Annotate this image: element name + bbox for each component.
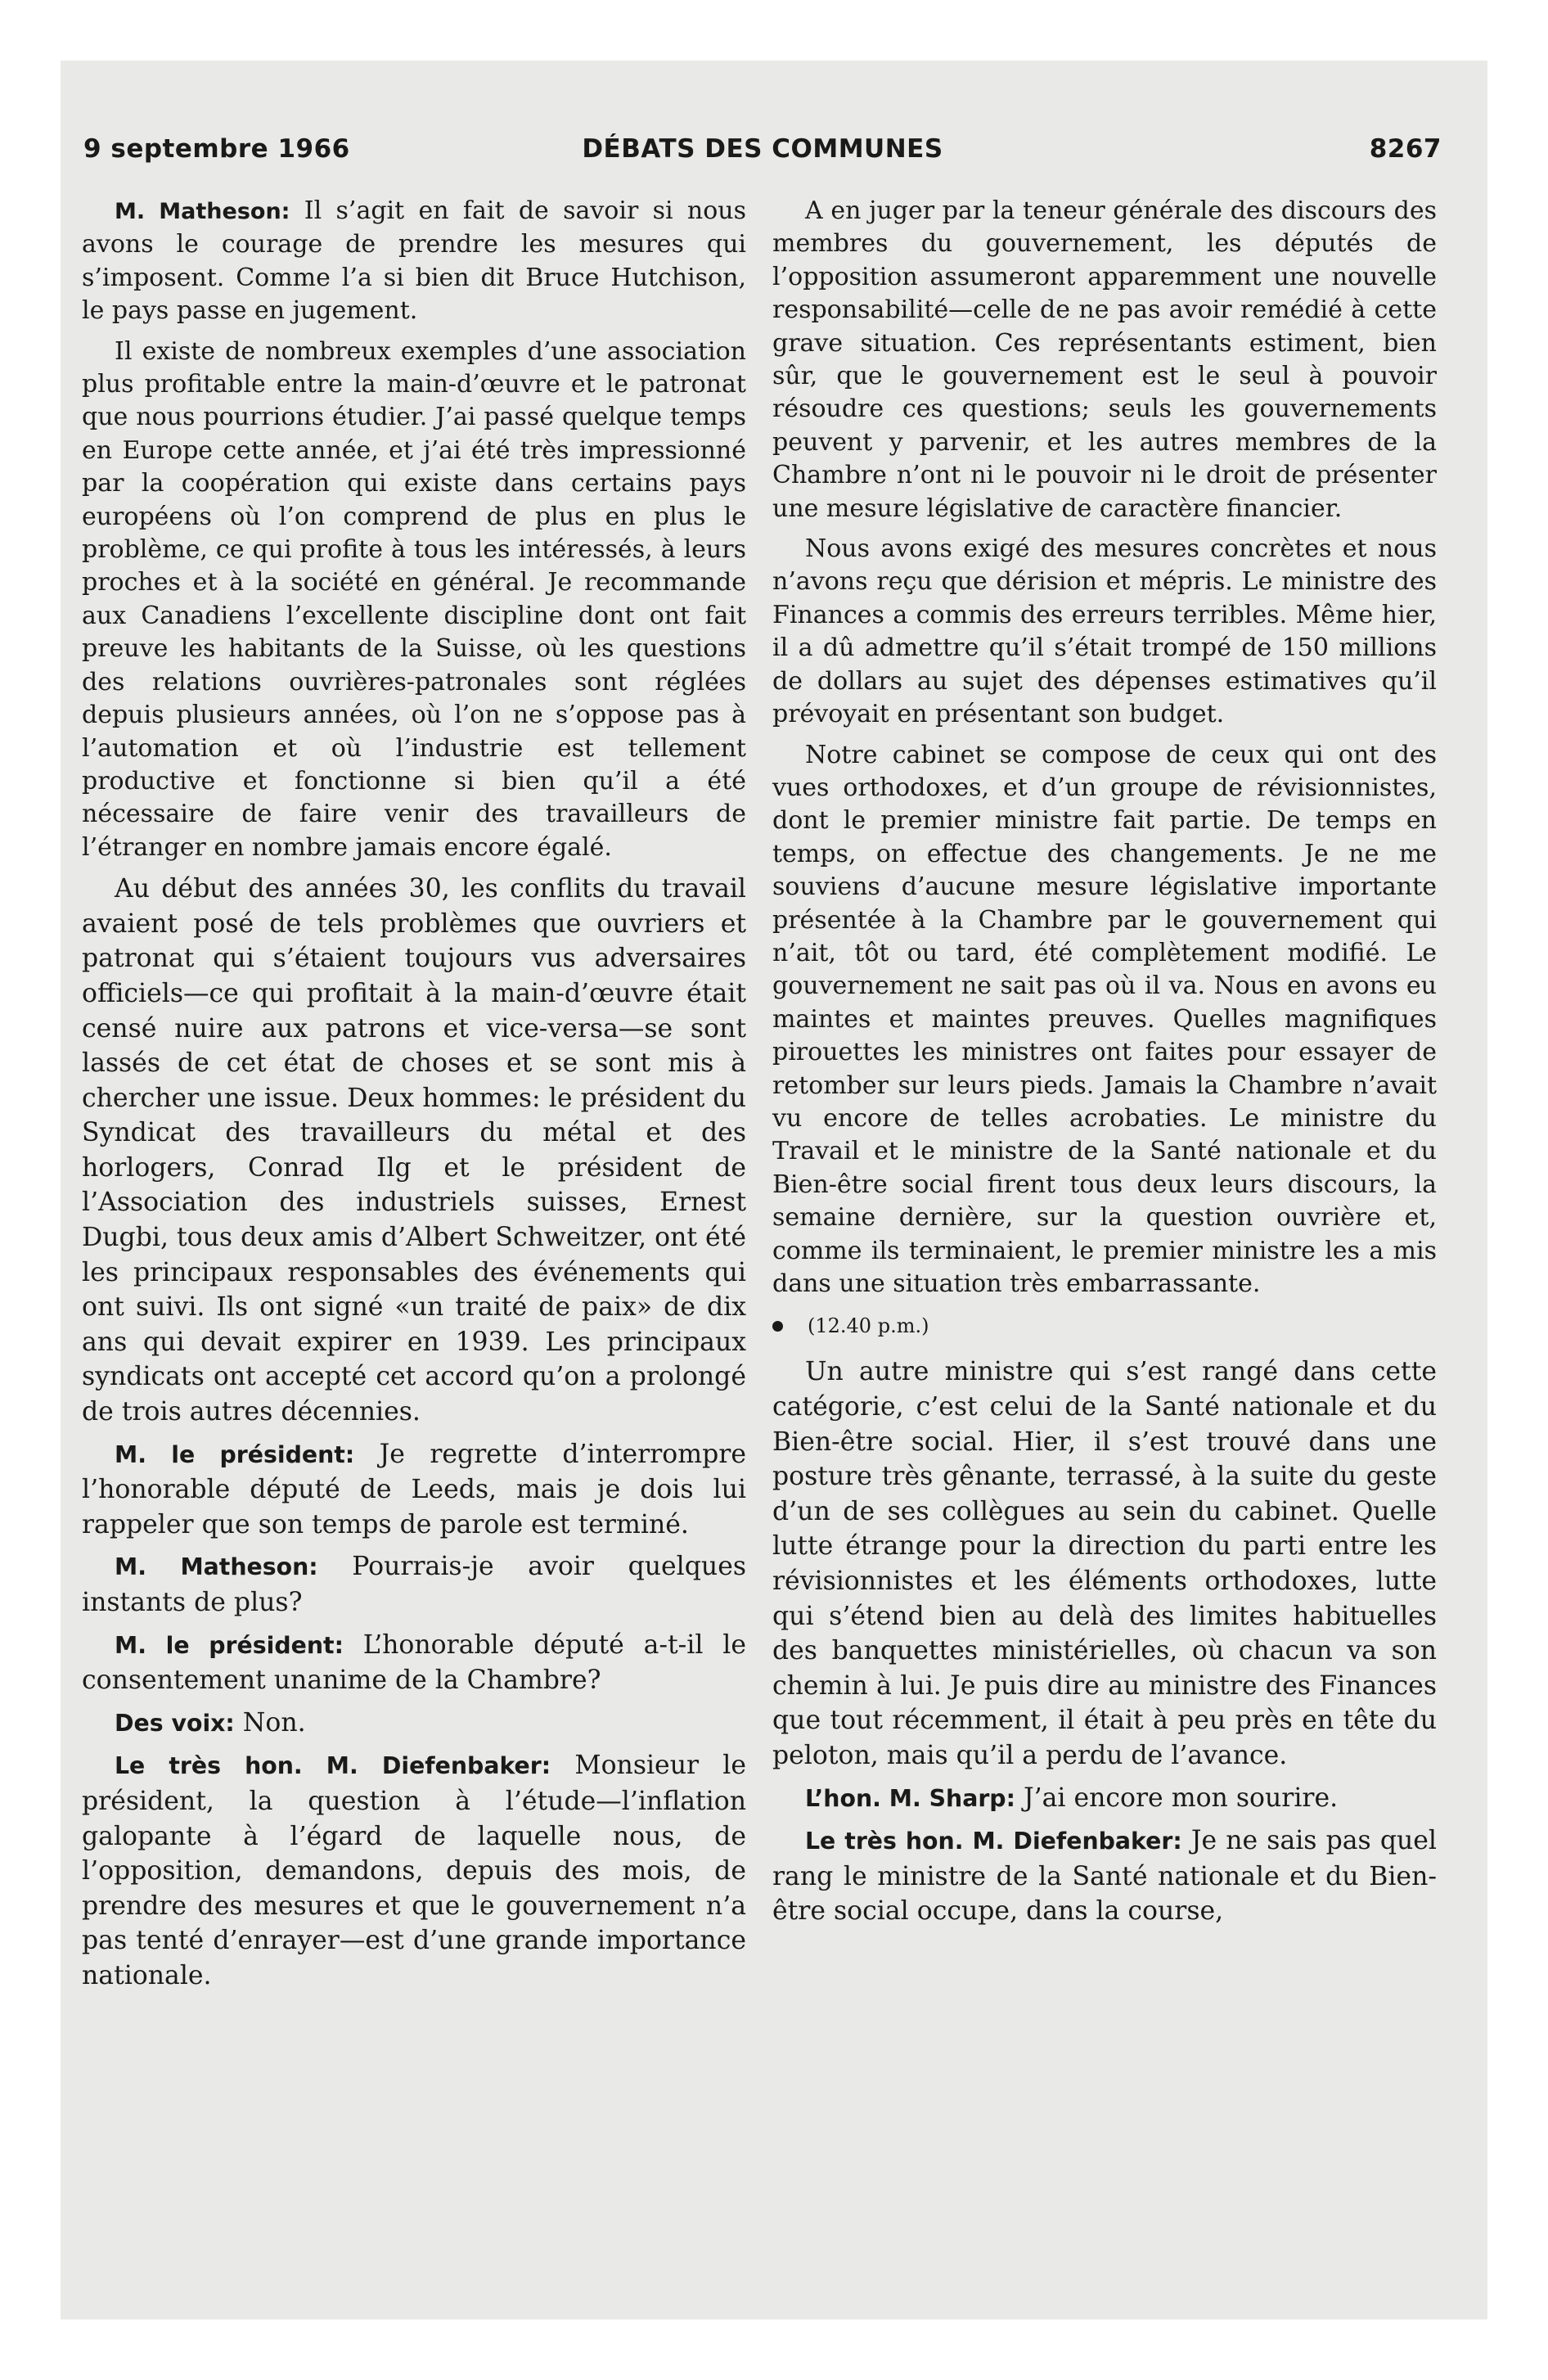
speaker-name: M. le président: <box>115 1440 355 1468</box>
page-number: 8267 <box>1369 134 1442 164</box>
speaker-name: M. Matheson: <box>115 199 290 224</box>
paragraph-text: Notre cabinet se compose de ceux qui ont des vues orthodoxes, et d’un groupe de révisionnistes, dont le premier ministre fait partie. De temps en temps, on effectue des changements. Je ne me souviens d’aucune mesure législative importante présentée à la Chambre par le gouvernement qui n’ait, tôt ou tard, été complètement modifié. Le gouvernement ne sait pas où il va. Nous en avons eu maintes et maintes preuves. Quelles magnifiques pirouettes les ministres ont faites pour essayer de retomber sur leurs pieds. Jamais la Chambre n’avait vu encore de telles acrobaties. Le ministre du Travail et le ministre de la Santé nationale et du Bien-être social firent tous deux leurs discours, la semaine dernière, sur la question ouvrière et, comme ils terminaient, le premier ministre les a mis dans une situation très embarrassante. <box>772 740 1437 1298</box>
paragraph-text: Nous avons exigé des mesures concrètes et nous n’avons reçu que dérision et mépris. Le ministre des Finances a commis des erreurs terribles. Même hier, il a dû admettre qu’il s’était trompé de 150 millions de dollars au sujet des dépenses estimatives qu’il prévoyait en présentant son budget. <box>772 534 1437 729</box>
speaker-name: Le très hon. M. Diefenbaker: <box>805 1828 1182 1855</box>
speaker-name: Le très hon. M. Diefenbaker: <box>115 1752 551 1780</box>
speaker-name: M. Matheson: <box>115 1553 318 1581</box>
time-marker <box>772 1312 1437 1340</box>
paragraph-text: Un autre ministre qui s’est rangé dans cette catégorie, c’est celui de la Santé nationale et du Bien-être social. Hier, il s’est trouvé dans une posture très gênante, terrassé, à la suite du geste d’un de ses collègues au sein du cabinet. Quelle lutte étrange pour la direction du parti entre les révisionnistes et les éléments orthodoxes, lutte qui s’étend bien au delà des limites habituelles des banquettes ministérielles, où chacun va son chemin à lui. Je puis dire au ministre des Finances que tout récemment, il était à peu près en tête du peloton, mais qu’il a perdu de l’avance. <box>772 1357 1437 1770</box>
paragraph-text: L’honorable député a-t-il le consentement unanime de la Chambre? <box>82 1629 746 1696</box>
paragraph <box>82 872 746 1430</box>
running-header <box>83 134 1442 174</box>
speaker-name: M. le président: <box>115 1631 344 1659</box>
paragraph-text: A en juger par la teneur générale des discours des membres du gouvernement, les députés de l’opposition assumeront apparemment une nouvelle responsabilité—celle de ne pas avoir remédié à cette grave situation. Ces représentants estiment, bien sûr, que le gouvernement est le seul à pouvoir résoudre ces questions; seuls les gouvernements peuvent y parvenir, et les autres membres de la Chambre n’ont ni le pouvoir ni le droit de présenter une mesure législative de caractère financier. <box>772 196 1437 523</box>
time-stamp: (12.40 p.m.) <box>808 1314 929 1338</box>
paragraph-text: Il s’agit en fait de savoir si nous avons le courage de prendre les mesures qui s’imposent. Comme l’a si bien dit Bruce Hutchison, le pays passe en jugement. <box>82 196 746 326</box>
paragraph <box>82 195 746 328</box>
paragraph <box>772 1823 1437 1929</box>
paragraph <box>82 336 746 865</box>
paragraph-text: Non. <box>242 1707 306 1738</box>
right-column <box>772 195 1437 1936</box>
paragraph <box>772 533 1437 731</box>
paragraph <box>772 1781 1437 1817</box>
speaker-name: Des voix: <box>115 1709 235 1737</box>
paragraph-text: J’ai encore mon sourire. <box>1023 1783 1339 1813</box>
paragraph <box>82 1706 746 1742</box>
paragraph-text: Je regrette d’interrompre l’honorable député de Leeds, mais je dois lui rappeler que son temps de parole est terminé. <box>82 1439 746 1539</box>
paragraph-text: Je ne sais pas quel rang le ministre de la Santé nationale et du Bien-être social occupe, dans la course, <box>772 1826 1438 1927</box>
speaker-name: L’hon. M. Sharp: <box>805 1784 1015 1812</box>
paragraph <box>772 1355 1437 1773</box>
bullet-icon <box>772 1321 783 1332</box>
paragraph <box>82 1437 746 1543</box>
paragraph-text: Au début des années 30, les conflits du travail avaient posé de tels problèmes que ouvriers et patronat qui s’étaient toujours vus adversaires officiels—ce qui profitait à la main-d’œuvre était censé nuire aux patrons et vice-versa—se sont lassés de cet état de choses et se sont mis à chercher une issue. Deux hommes: le président du Syndicat des travailleurs du métal et des horlogers, Conrad Ilg et le président de l’Association des industriels suisses, Ernest Dugbi, tous deux amis d’Albert Schweitzer, ont été les principaux responsables des événements qui ont suivi. Ils ont signé «un traité de paix» de dix ans qui devait expirer en 1939. Les principaux syndicats ont accepté cet accord qu’on a prolongé de trois autres décennies. <box>82 874 746 1427</box>
paragraph-text: Pourrais-je avoir quelques instants de plus? <box>82 1552 747 1617</box>
left-column-lower <box>82 872 746 1993</box>
header-date: 9 septembre 1966 <box>83 134 350 164</box>
paragraph-text: Il existe de nombreux exemples d’une association plus profitable entre la main-d’œuvre et le patronat que nous pourrions étudier. J’ai passé quelque temps en Europe cette année, et j’ai été très impressionné par la coopération qui existe dans certains pays européens où l’on comprend de plus en plus le problème, ce qui profite à tous les intéressés, à leurs proches et à la société en général. Je recommande aux Canadiens l’excellente discipline dont ont fait preuve les habitants de la Suisse, où les questions des relations ouvrières-patronales sont réglées depuis plusieurs années, où l’on ne s’oppose pas à l’automation et où l’industrie est tellement productive et fonctionne si bien qu’il a été nécessaire de faire venir des travailleurs de l’étranger en nombre jamais encore égalé. <box>82 336 746 862</box>
left-column <box>82 195 746 2001</box>
paragraph-text: Monsieur le président, la question à l’étude—l’inflation galopante à l’égard de laquelle nous, de l’opposition, demandons, depuis des mois, de prendre des mesures et que le gouvernement n’a pas tenté d’enrayer—est d’une grande importance nationale. <box>82 1751 746 1990</box>
header-title: DÉBATS DES COMMUNES <box>582 134 943 164</box>
paragraph <box>82 1549 746 1620</box>
paragraph <box>82 1748 746 1993</box>
paragraph <box>772 739 1437 1301</box>
paragraph <box>772 195 1437 525</box>
paragraph <box>82 1628 746 1698</box>
